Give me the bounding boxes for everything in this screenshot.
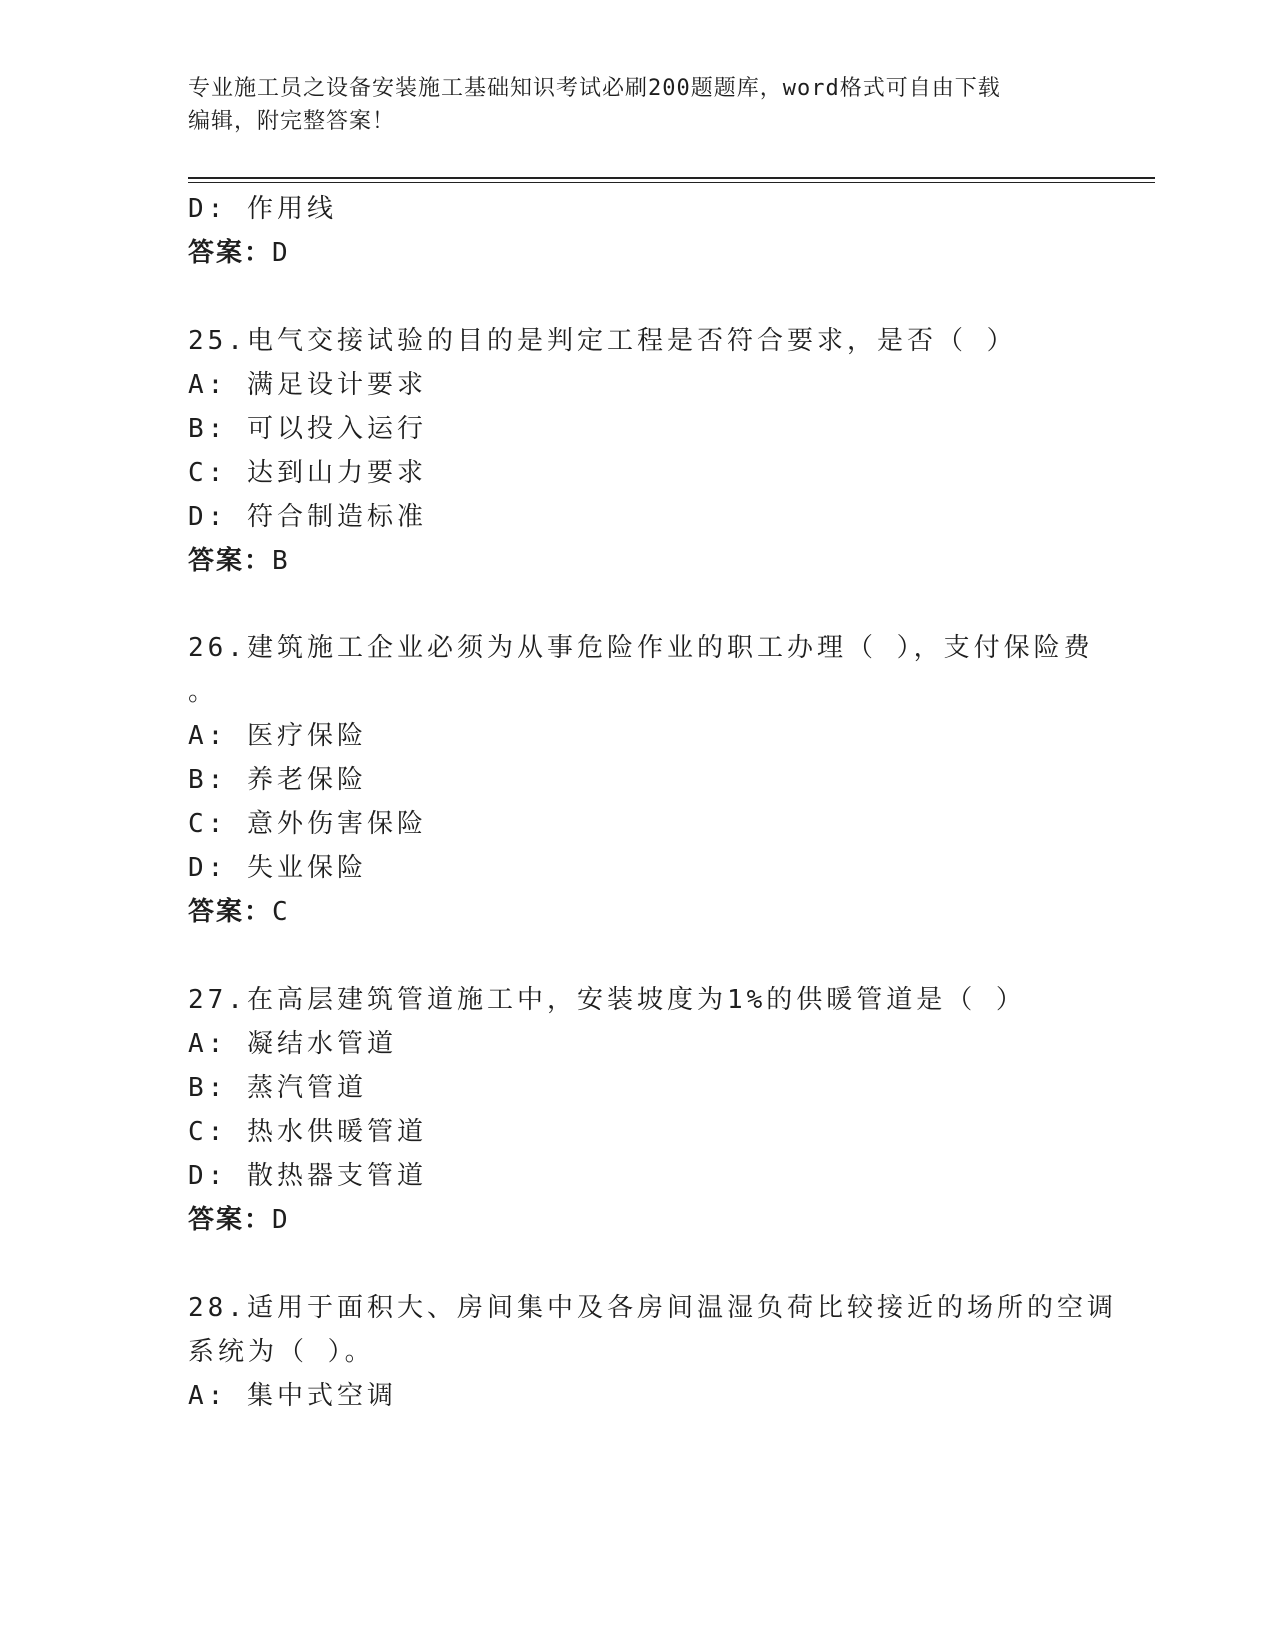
q27-option-a: A: 凝结水管道 (188, 1029, 397, 1059)
q26-option-c: C: 意外伤害保险 (188, 809, 427, 839)
q26-option-b: B: 养老保险 (188, 765, 367, 795)
document-header (188, 72, 1088, 138)
header-divider (188, 177, 1155, 179)
header-line-1: 专业施工员之设备安装施工基础知识考试必刷200题题库，word格式可自由下载 (188, 76, 1001, 101)
answer-label: 答案： (188, 546, 273, 576)
answer-label: 答案： (188, 1205, 273, 1235)
q25-answer (188, 543, 290, 579)
q25-option-a: A: 满足设计要求 (188, 370, 427, 400)
q27-question: 27.在高层建筑管道施工中，安装坡度为1%的供暖管道是（ ） (188, 985, 1026, 1015)
q27-option-c: C: 热水供暖管道 (188, 1117, 427, 1147)
q28-option-a: A: 集中式空调 (188, 1381, 397, 1411)
answer-value: B (272, 546, 290, 576)
answer-value: C (272, 897, 290, 927)
q25-option-d: D: 符合制造标准 (188, 502, 427, 532)
header-line-2: 编辑，附完整答案！ (188, 109, 396, 134)
prev-answer (188, 235, 290, 271)
q27-option-b: B: 蒸汽管道 (188, 1073, 367, 1103)
q27-option-d: D: 散热器支管道 (188, 1161, 427, 1191)
q26-question-line-1: 26.建筑施工企业必须为从事危险作业的职工办理（ ），支付保险费 (188, 633, 1094, 663)
prev-option-d: D: 作用线 (188, 194, 337, 224)
q26-answer (188, 894, 290, 930)
q28-question-line-2: 系统为（ ）。 (188, 1337, 375, 1367)
q25-option-b: B: 可以投入运行 (188, 414, 427, 444)
q25-option-c: C: 达到山力要求 (188, 458, 427, 488)
answer-value: D (272, 238, 290, 268)
q28-question-line-1: 28.适用于面积大、房间集中及各房间温湿负荷比较接近的场所的空调 (188, 1293, 1117, 1323)
answer-label: 答案： (188, 238, 273, 268)
q27-answer (188, 1202, 290, 1238)
answer-value: D (272, 1205, 290, 1235)
q26-option-d: D: 失业保险 (188, 853, 367, 883)
header-divider-thin (188, 182, 1155, 183)
q26-option-a: A: 医疗保险 (188, 721, 367, 751)
answer-label: 答案： (188, 897, 273, 927)
q25-question: 25.电气交接试验的目的是判定工程是否符合要求，是否（ ） (188, 326, 1017, 356)
q26-question-line-2: 。 (188, 677, 219, 707)
